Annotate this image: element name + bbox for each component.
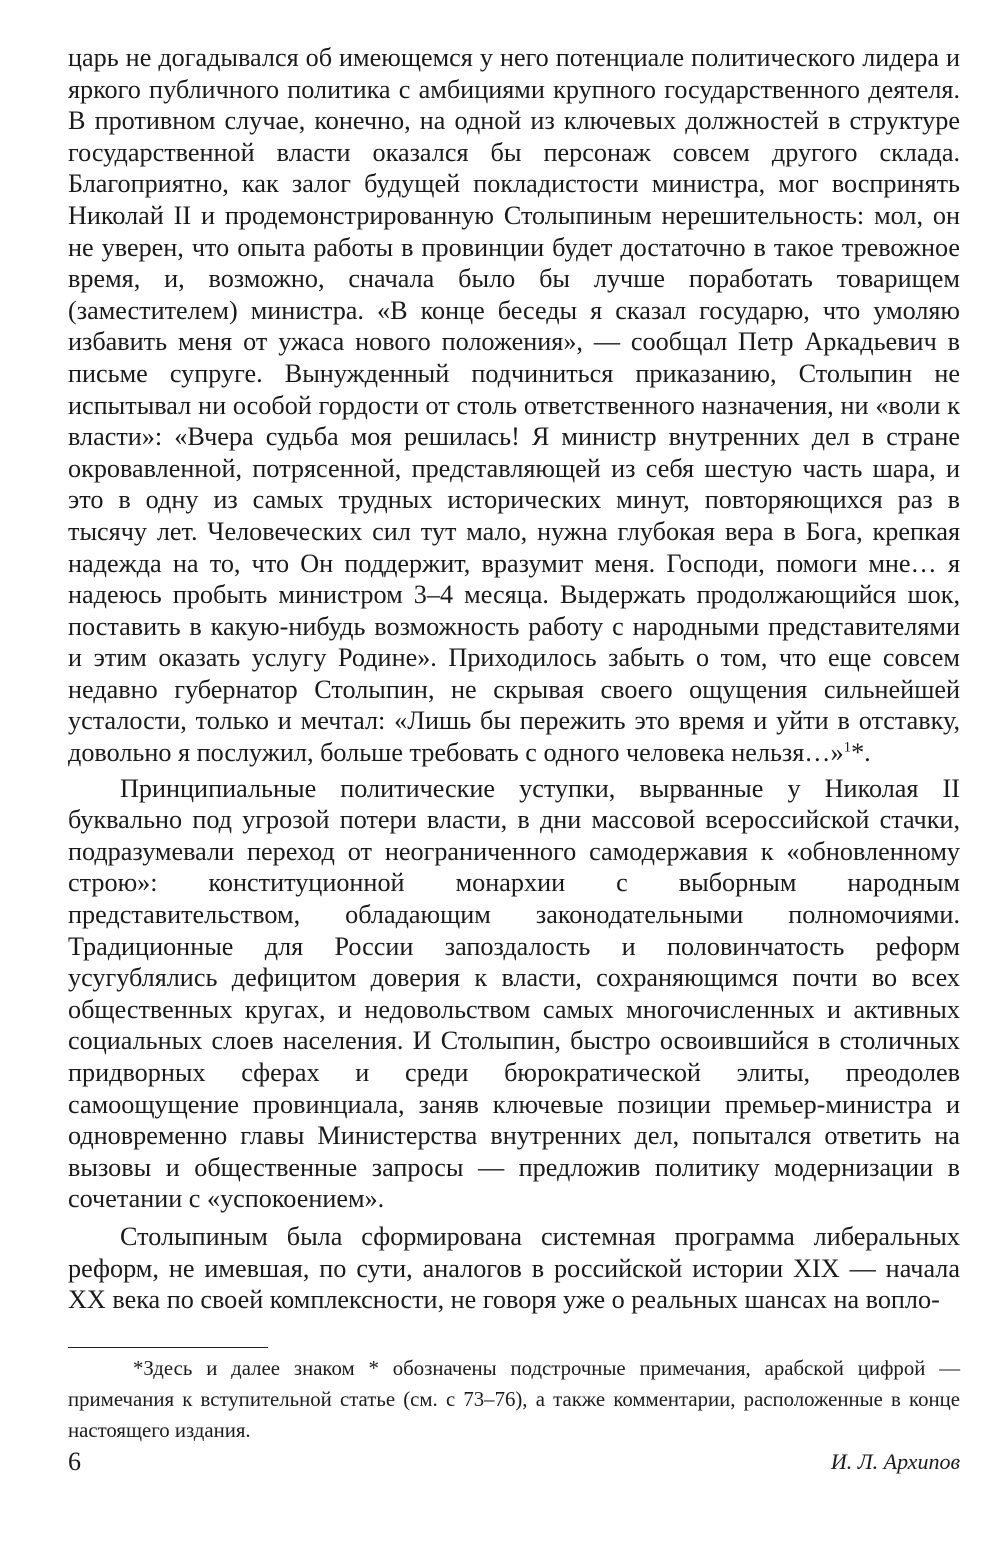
footnote-separator — [68, 1347, 268, 1348]
footnote: *Здесь и далее знаком * обозначены подстрочные примечания, арабской цифрой — примечания к вступительной статье (см. с 73–76), а также комментарии, расположенные в конце настоящего издания. — [68, 1357, 960, 1442]
paragraph-3: Столыпиным была сформирована системная программа либеральных реформ, не имевшая, по сути, аналогов в российской истории XIX — начала XX века по своей комплексности, не говоря уже о реальных шансах на вопло- — [68, 1221, 960, 1315]
page-body — [68, 42, 960, 1316]
paragraph-1-text: царь не догадывался об имеющемся у него потенциале политического лидера и яркого публичного политика с амбициями крупного государственного деятеля. В противном случае, конечно, на одной из ключевых должностей в структуре государственной власти оказался бы персонаж совсем другого склада. Благоприятно, как залог будущей покладистости министра, мог воспринять Николай II и продемонстрированную Столыпиным нерешительность: мол, он не уверен, что опыта работы в провинции будет достаточно в такое тревожное время, и, возможно, сначала было бы лучше поработать товарищем (заместителем) министра. «В конце беседы я сказал государю, что умоляю избавить меня от ужаса нового положения», — сообщал Петр Аркадьевич в письме супруге. Вынужденный подчиниться приказанию, Столыпин не испытывал ни особой гордости от столь ответственного назначения, ни «воли к власти»: «Вчера судьба моя решилась! Я министр внутренних дел в стране окровавленной, потрясенной, представляющей из себя шестую часть шара, и это в одну из самых трудных исторических минут, повторяющихся раз в тысячу лет. Человеческих сил тут мало, нужна глубокая вера в Бога, крепкая надежда на то, что Он поддержит, вразумит меня. Господи, помоги мне… я надеюсь пробыть министром 3–4 месяца. Выдержать продолжающийся шок, поставить в какую-нибудь возможность работу с народными представителями и этим оказать услугу Родине». Приходилось забыть о том, что еще совсем недавно губернатор Столыпин, не скрывая своего ощущения сильнейшей усталости, только и мечтал: «Лишь бы пережить это время и уйти в отставку, довольно я послужил, больше требовать с одного человека нельзя…» — [68, 43, 960, 768]
main-text — [68, 42, 960, 1316]
paragraph-1 — [68, 42, 960, 769]
footnote-reference: 1 — [843, 739, 852, 756]
paragraph-1-end: *. — [851, 738, 871, 768]
paragraph-2: Принципиальные политические уступки, вырванные у Николая II буквально под угрозой потери власти, в дни массовой всероссийской стачки, подразумевали переход от неограниченного самодержавия к «обновленному строю»: конституционной монархии с выборным народным представительством, обладающим законодательными полномочиями. Традиционные для России запоздалость и половинчатость реформ усугублялись дефицитом доверия к власти, сохраняющимся почти во всех общественных кругах, и недовольством самых многочисленных и активных социальных слоев населения. И Столыпин, быстро освоившийся в столичных придворных сферах и среди бюрократической элиты, преодолев самоощущение провинциала, заняв ключевые позиции премьер-министра и одновременно главы Министерства внутренних дел, попытался ответить на вызовы и общественные запросы — предложив политику модернизации в сочетании с «успокоением». — [68, 773, 960, 1214]
page-number: 6 — [68, 1447, 81, 1476]
running-author: И. Л. Архипов — [830, 1449, 960, 1474]
